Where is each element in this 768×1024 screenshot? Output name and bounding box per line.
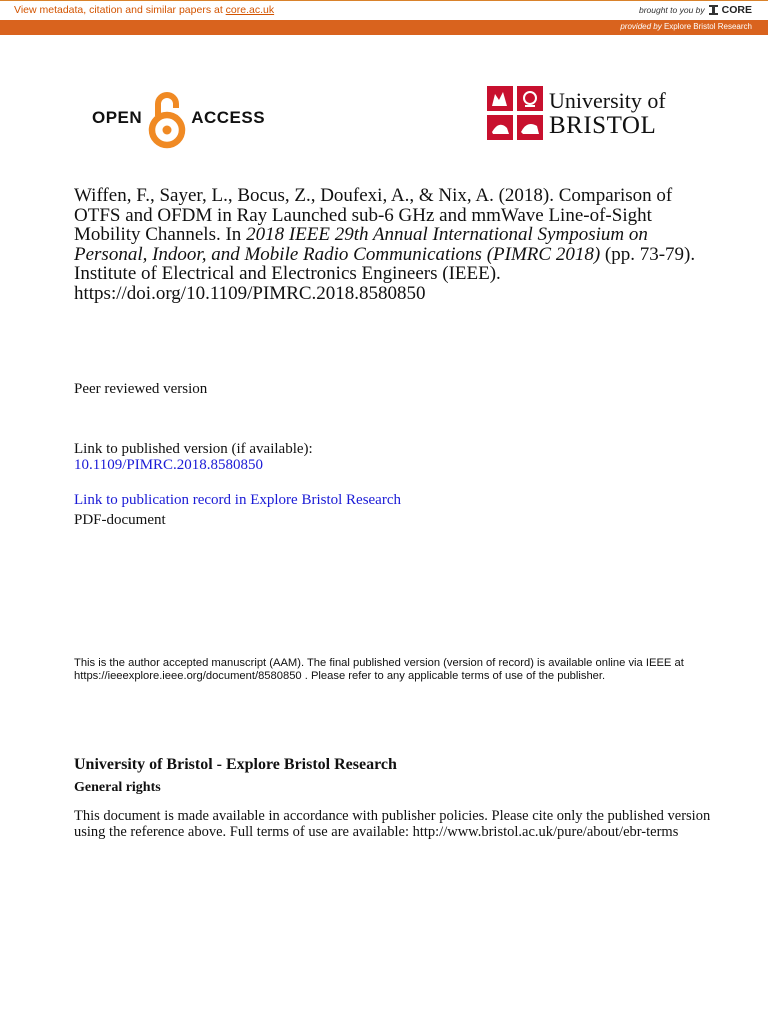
bristol-crest-icon	[487, 86, 543, 140]
aam-notice: This is the author accepted manuscript (AAM). The final published version (version of record) is available online via IEEE at https://ieeexplore.ieee.org/document/8580850 . Please refer to any applicable terms of use of the publisher.	[74, 657, 684, 682]
citation-part2: (pp. 73-79). Institute of Electrical and Electronics Engineers (IEEE). https://doi.org/10.1109/PIMRC.2018.8580850	[74, 243, 696, 304]
metadata-notice	[14, 4, 274, 16]
provided-by-prefix: provided by	[620, 22, 662, 31]
publication-record-link[interactable]: Link to publication record in Explore Bristol Research	[74, 492, 401, 508]
core-logo-icon	[708, 4, 719, 16]
document-format: PDF-document	[74, 512, 166, 528]
citation	[74, 186, 714, 303]
open-lock-icon	[147, 86, 187, 150]
core-link[interactable]: core.ac.uk	[225, 4, 275, 16]
published-version-link[interactable]: 10.1109/PIMRC.2018.8580850	[74, 457, 264, 473]
university-of-text: University of	[549, 88, 666, 113]
citation-proceedings-title: 2018 IEEE 29th Annual International Symposium on Personal, Indoor, and Mobile Radio Communications (PIMRC 2018)	[74, 224, 648, 265]
core-banner	[0, 0, 768, 35]
ebr-heading: University of Bristol - Explore Bristol Research	[74, 756, 397, 773]
open-word: OPEN	[92, 108, 143, 127]
access-word: ACCESS	[191, 108, 266, 127]
general-rights-text: This document is made available in accordance with publisher policies. Please cite only the published version using the reference above. Full terms of use are available: http://www.bristol.ac.uk/pure/about/ebr-terms	[74, 808, 711, 840]
brought-to-you-by[interactable]	[639, 4, 752, 16]
university-wordmark	[549, 90, 666, 138]
citation-part1: Wiffen, F., Sayer, L., Bocus, Z., Doufexi, A., & Nix, A. (2018). Comparison of OTFS and OFDM in Ray Launched sub-6 GHz and mmWave Line-of-Sight Mobility Channels. In	[74, 185, 673, 245]
metadata-text: View metadata, citation and similar papers at	[14, 4, 226, 16]
core-banner-strip	[0, 20, 768, 35]
bristol-text: BRISTOL	[549, 112, 657, 139]
provided-by	[620, 22, 752, 31]
core-banner-top	[0, 0, 768, 20]
published-version-label: Link to published version (if available):	[74, 441, 313, 457]
provided-by-name: Explore Bristol Research	[663, 22, 752, 31]
version-label: Peer reviewed version	[74, 381, 208, 397]
brought-by-text: brought to you by	[638, 5, 705, 15]
general-rights-heading: General rights	[74, 780, 161, 795]
open-access-logo	[92, 86, 272, 150]
core-label: CORE	[721, 4, 752, 16]
university-of-bristol-logo	[487, 86, 687, 142]
